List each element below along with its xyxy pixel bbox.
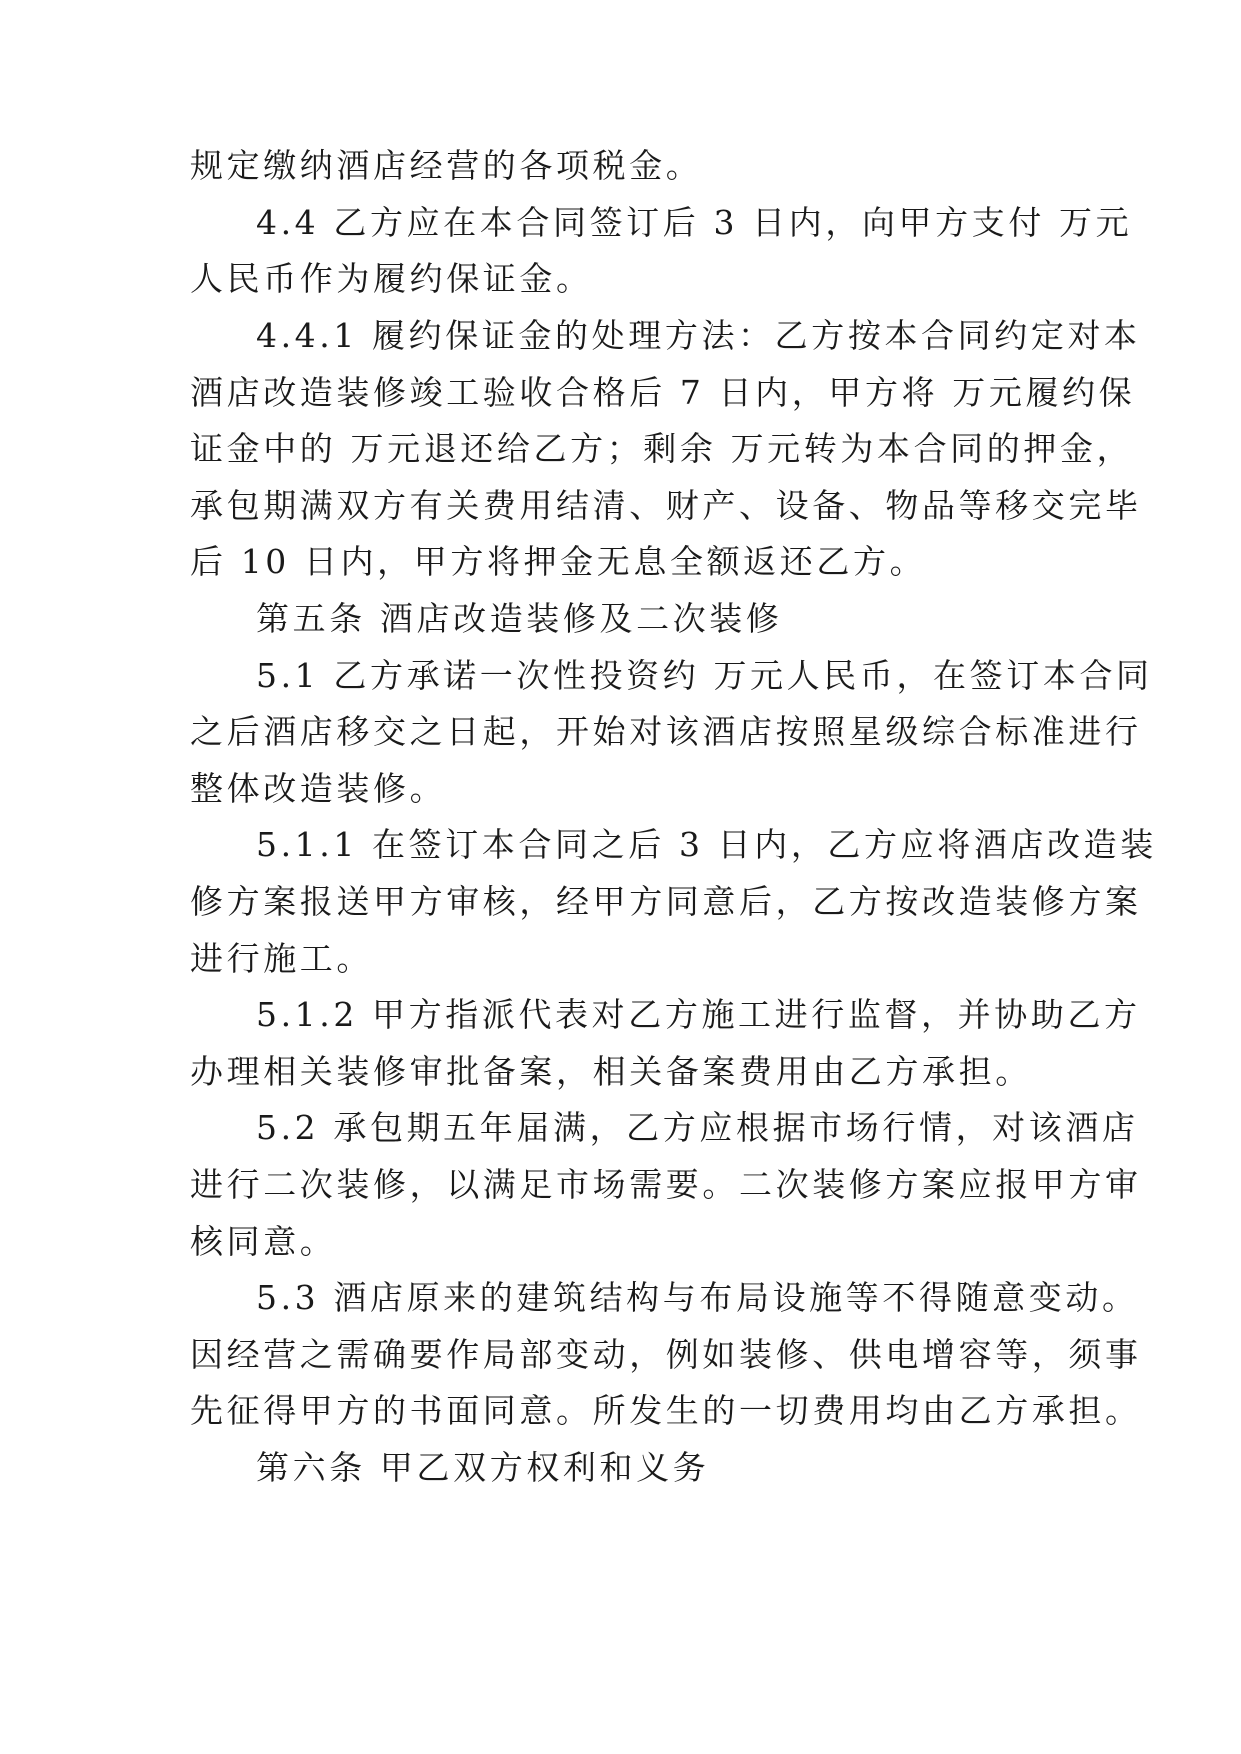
text-line: 人民币作为履约保证金。 bbox=[190, 259, 593, 298]
text-line: 5.2 承包期五年届满，乙方应根据市场行情，对该酒店 bbox=[256, 1108, 1139, 1147]
section-heading: 第六条 甲乙双方权利和义务 bbox=[256, 1448, 710, 1487]
text-line: 酒店改造装修竣工验收合格后 7 日内，甲方将 万元履约保 bbox=[190, 373, 1136, 412]
text-line: 4.4.1 履约保证金的处理方法：乙方按本合同约定对本 bbox=[256, 316, 1141, 355]
text-line: 整体改造装修。 bbox=[190, 769, 447, 808]
section-heading: 第五条 酒店改造装修及二次装修 bbox=[256, 599, 783, 638]
text-line: 因经营之需确要作局部变动，例如装修、供电增容等，须事 bbox=[190, 1335, 1142, 1374]
text-line: 之后酒店移交之日起，开始对该酒店按照星级综合标准进行 bbox=[190, 712, 1142, 751]
text-line: 修方案报送甲方审核，经甲方同意后，乙方按改造装修方案 bbox=[190, 882, 1142, 921]
text-line: 4.4 乙方应在本合同签订后 3 日内，向甲方支付 万元 bbox=[256, 203, 1133, 242]
text-line: 进行二次装修，以满足市场需要。二次装修方案应报甲方审 bbox=[190, 1165, 1142, 1204]
text-line: 核同意。 bbox=[190, 1222, 337, 1261]
text-line: 先征得甲方的书面同意。所发生的一切费用均由乙方承担。 bbox=[190, 1391, 1142, 1430]
text-line: 规定缴纳酒店经营的各项税金。 bbox=[190, 146, 703, 185]
text-line: 承包期满双方有关费用结清、财产、设备、物品等移交完毕 bbox=[190, 486, 1142, 525]
text-line: 5.1 乙方承诺一次性投资约 万元人民币，在签订本合同 bbox=[256, 656, 1153, 695]
text-line: 5.1.1 在签订本合同之后 3 日内，乙方应将酒店改造装 bbox=[256, 825, 1157, 864]
text-line: 证金中的 万元退还给乙方；剩余 万元转为本合同的押金， bbox=[190, 429, 1134, 468]
text-line: 5.1.2 甲方指派代表对乙方施工进行监督，并协助乙方 bbox=[256, 995, 1141, 1034]
text-line: 后 10 日内，甲方将押金无息全额返还乙方。 bbox=[190, 542, 927, 581]
text-line: 办理相关装修审批备案，相关备案费用由乙方承担。 bbox=[190, 1052, 1032, 1091]
text-line: 进行施工。 bbox=[190, 939, 373, 978]
text-line: 5.3 酒店原来的建筑结构与布局设施等不得随意变动。 bbox=[256, 1278, 1139, 1317]
